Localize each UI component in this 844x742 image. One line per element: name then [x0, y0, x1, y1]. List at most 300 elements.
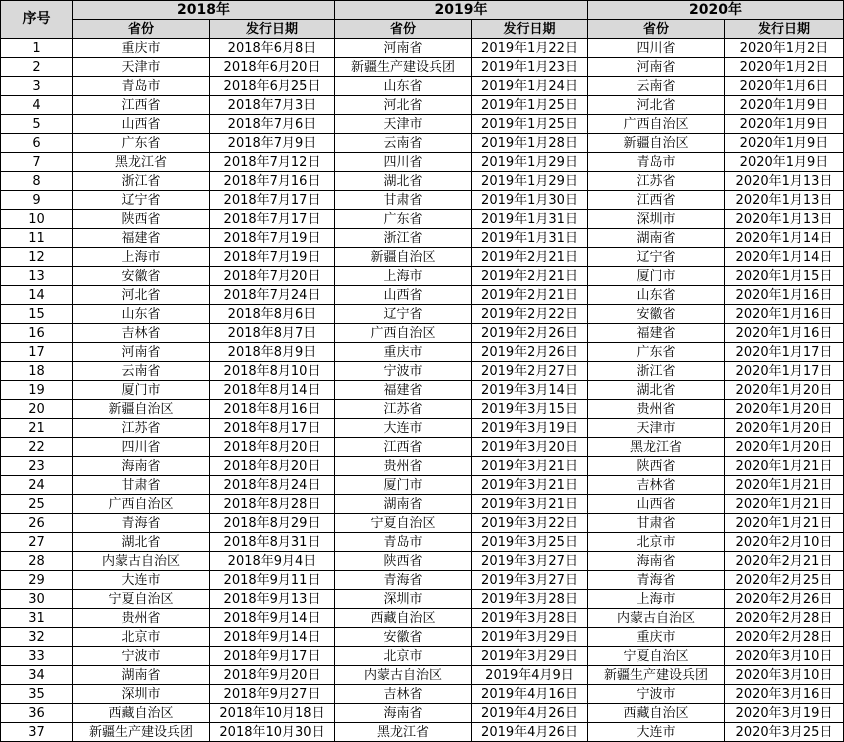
table-row — [1, 362, 844, 381]
cell-seq: 30 — [1, 590, 73, 609]
cell-province-2020: 青海省 — [588, 571, 725, 590]
table-row — [1, 495, 844, 514]
cell-seq: 15 — [1, 305, 73, 324]
cell-seq: 22 — [1, 438, 73, 457]
cell-date-2019: 2019年4月16日 — [472, 685, 588, 704]
cell-date-2018: 2018年8月17日 — [210, 419, 335, 438]
cell-province-2018: 西藏自治区 — [73, 704, 210, 723]
cell-seq: 32 — [1, 628, 73, 647]
cell-date-2019: 2019年2月21日 — [472, 267, 588, 286]
table-row — [1, 324, 844, 343]
table-row — [1, 343, 844, 362]
cell-date-2020: 2020年1月21日 — [725, 495, 844, 514]
cell-province-2019: 内蒙古自治区 — [335, 666, 472, 685]
cell-date-2019: 2019年3月20日 — [472, 438, 588, 457]
cell-date-2019: 2019年2月26日 — [472, 343, 588, 362]
cell-seq: 12 — [1, 248, 73, 267]
cell-date-2020: 2020年1月2日 — [725, 39, 844, 58]
cell-province-2019: 福建省 — [335, 381, 472, 400]
table-body — [1, 39, 844, 742]
cell-date-2018: 2018年7月6日 — [210, 115, 335, 134]
cell-province-2020: 山东省 — [588, 286, 725, 305]
cell-seq: 21 — [1, 419, 73, 438]
cell-seq: 8 — [1, 172, 73, 191]
cell-province-2018: 厦门市 — [73, 381, 210, 400]
cell-province-2020: 天津市 — [588, 419, 725, 438]
cell-seq: 34 — [1, 666, 73, 685]
cell-date-2019: 2019年4月26日 — [472, 704, 588, 723]
cell-date-2020: 2020年2月10日 — [725, 533, 844, 552]
cell-date-2018: 2018年7月12日 — [210, 153, 335, 172]
table-row — [1, 609, 844, 628]
cell-province-2018: 湖北省 — [73, 533, 210, 552]
cell-date-2020: 2020年3月19日 — [725, 704, 844, 723]
cell-province-2020: 云南省 — [588, 77, 725, 96]
cell-date-2020: 2020年1月21日 — [725, 476, 844, 495]
cell-date-2018: 2018年8月29日 — [210, 514, 335, 533]
cell-date-2018: 2018年6月20日 — [210, 58, 335, 77]
cell-date-2018: 2018年7月20日 — [210, 267, 335, 286]
cell-date-2020: 2020年3月16日 — [725, 685, 844, 704]
cell-date-2019: 2019年3月21日 — [472, 457, 588, 476]
cell-date-2020: 2020年3月10日 — [725, 666, 844, 685]
cell-date-2019: 2019年3月21日 — [472, 495, 588, 514]
cell-province-2019: 湖北省 — [335, 172, 472, 191]
cell-date-2020: 2020年1月13日 — [725, 210, 844, 229]
cell-province-2019: 广东省 — [335, 210, 472, 229]
cell-seq: 1 — [1, 39, 73, 58]
table-row — [1, 590, 844, 609]
cell-province-2019: 陕西省 — [335, 552, 472, 571]
cell-province-2020: 福建省 — [588, 324, 725, 343]
table-row — [1, 457, 844, 476]
cell-province-2019: 广西自治区 — [335, 324, 472, 343]
cell-province-2018: 江西省 — [73, 96, 210, 115]
cell-province-2019: 贵州省 — [335, 457, 472, 476]
cell-date-2018: 2018年8月7日 — [210, 324, 335, 343]
cell-date-2019: 2019年3月29日 — [472, 628, 588, 647]
cell-date-2019: 2019年1月25日 — [472, 96, 588, 115]
cell-province-2018: 重庆市 — [73, 39, 210, 58]
cell-date-2020: 2020年2月26日 — [725, 590, 844, 609]
cell-province-2018: 新疆生产建设兵团 — [73, 723, 210, 742]
cell-date-2019: 2019年3月27日 — [472, 552, 588, 571]
cell-seq: 35 — [1, 685, 73, 704]
cell-province-2018: 海南省 — [73, 457, 210, 476]
table-row — [1, 476, 844, 495]
cell-province-2018: 甘肃省 — [73, 476, 210, 495]
cell-date-2019: 2019年1月31日 — [472, 229, 588, 248]
cell-date-2020: 2020年1月17日 — [725, 362, 844, 381]
cell-seq: 2 — [1, 58, 73, 77]
cell-date-2020: 2020年1月20日 — [725, 419, 844, 438]
cell-date-2019: 2019年3月28日 — [472, 609, 588, 628]
cell-seq: 13 — [1, 267, 73, 286]
cell-date-2018: 2018年9月27日 — [210, 685, 335, 704]
cell-province-2019: 宁波市 — [335, 362, 472, 381]
cell-date-2019: 2019年3月25日 — [472, 533, 588, 552]
cell-province-2020: 河北省 — [588, 96, 725, 115]
cell-date-2019: 2019年3月29日 — [472, 647, 588, 666]
cell-province-2020: 内蒙古自治区 — [588, 609, 725, 628]
table-row — [1, 419, 844, 438]
cell-province-2020: 甘肃省 — [588, 514, 725, 533]
header-province-2020: 省份 — [588, 20, 725, 39]
header-year-2020: 2020年 — [588, 1, 844, 20]
cell-province-2020: 贵州省 — [588, 400, 725, 419]
cell-date-2019: 2019年1月28日 — [472, 134, 588, 153]
cell-date-2019: 2019年1月29日 — [472, 172, 588, 191]
cell-province-2020: 上海市 — [588, 590, 725, 609]
cell-date-2020: 2020年1月16日 — [725, 324, 844, 343]
cell-seq: 27 — [1, 533, 73, 552]
cell-province-2018: 青岛市 — [73, 77, 210, 96]
header-seq: 序号 — [1, 1, 73, 39]
cell-province-2019: 吉林省 — [335, 685, 472, 704]
cell-seq: 4 — [1, 96, 73, 115]
cell-seq: 9 — [1, 191, 73, 210]
cell-date-2018: 2018年6月8日 — [210, 39, 335, 58]
cell-date-2018: 2018年8月16日 — [210, 400, 335, 419]
cell-province-2020: 浙江省 — [588, 362, 725, 381]
cell-date-2019: 2019年3月19日 — [472, 419, 588, 438]
cell-province-2018: 黑龙江省 — [73, 153, 210, 172]
cell-date-2018: 2018年7月19日 — [210, 248, 335, 267]
cell-province-2020: 重庆市 — [588, 628, 725, 647]
cell-date-2018: 2018年8月20日 — [210, 438, 335, 457]
cell-seq: 23 — [1, 457, 73, 476]
cell-seq: 33 — [1, 647, 73, 666]
cell-seq: 6 — [1, 134, 73, 153]
table-row — [1, 248, 844, 267]
cell-seq: 20 — [1, 400, 73, 419]
cell-date-2020: 2020年1月13日 — [725, 172, 844, 191]
cell-date-2018: 2018年8月10日 — [210, 362, 335, 381]
table-row — [1, 172, 844, 191]
cell-seq: 36 — [1, 704, 73, 723]
header-date-2018: 发行日期 — [210, 20, 335, 39]
cell-seq: 5 — [1, 115, 73, 134]
table-row — [1, 571, 844, 590]
cell-province-2019: 北京市 — [335, 647, 472, 666]
cell-province-2018: 内蒙古自治区 — [73, 552, 210, 571]
cell-date-2018: 2018年10月18日 — [210, 704, 335, 723]
cell-date-2019: 2019年2月21日 — [472, 248, 588, 267]
cell-province-2018: 江苏省 — [73, 419, 210, 438]
cell-date-2019: 2019年1月25日 — [472, 115, 588, 134]
cell-province-2019: 辽宁省 — [335, 305, 472, 324]
cell-date-2018: 2018年7月16日 — [210, 172, 335, 191]
cell-province-2020: 吉林省 — [588, 476, 725, 495]
cell-province-2019: 天津市 — [335, 115, 472, 134]
cell-province-2019: 厦门市 — [335, 476, 472, 495]
cell-province-2020: 江西省 — [588, 191, 725, 210]
cell-date-2019: 2019年3月15日 — [472, 400, 588, 419]
cell-date-2018: 2018年7月17日 — [210, 191, 335, 210]
cell-date-2019: 2019年1月24日 — [472, 77, 588, 96]
cell-date-2019: 2019年1月23日 — [472, 58, 588, 77]
cell-date-2020: 2020年1月13日 — [725, 191, 844, 210]
cell-date-2018: 2018年9月20日 — [210, 666, 335, 685]
cell-date-2018: 2018年8月14日 — [210, 381, 335, 400]
cell-seq: 18 — [1, 362, 73, 381]
cell-province-2018: 宁夏自治区 — [73, 590, 210, 609]
cell-province-2018: 云南省 — [73, 362, 210, 381]
cell-date-2018: 2018年9月17日 — [210, 647, 335, 666]
cell-province-2020: 新疆自治区 — [588, 134, 725, 153]
cell-date-2020: 2020年2月25日 — [725, 571, 844, 590]
cell-date-2020: 2020年1月20日 — [725, 400, 844, 419]
cell-province-2020: 江苏省 — [588, 172, 725, 191]
cell-seq: 29 — [1, 571, 73, 590]
table-row — [1, 685, 844, 704]
cell-date-2019: 2019年3月27日 — [472, 571, 588, 590]
cell-province-2019: 山西省 — [335, 286, 472, 305]
cell-province-2018: 四川省 — [73, 438, 210, 457]
cell-date-2020: 2020年3月25日 — [725, 723, 844, 742]
cell-date-2020: 2020年1月16日 — [725, 286, 844, 305]
table-row — [1, 666, 844, 685]
cell-province-2020: 安徽省 — [588, 305, 725, 324]
cell-province-2018: 宁波市 — [73, 647, 210, 666]
table-row — [1, 552, 844, 571]
cell-date-2018: 2018年9月14日 — [210, 628, 335, 647]
cell-province-2019: 河北省 — [335, 96, 472, 115]
cell-province-2020: 大连市 — [588, 723, 725, 742]
table-row — [1, 514, 844, 533]
cell-province-2019: 四川省 — [335, 153, 472, 172]
cell-province-2018: 上海市 — [73, 248, 210, 267]
cell-seq: 16 — [1, 324, 73, 343]
cell-date-2020: 2020年1月20日 — [725, 381, 844, 400]
table-row — [1, 134, 844, 153]
cell-date-2020: 2020年1月9日 — [725, 153, 844, 172]
cell-province-2019: 黑龙江省 — [335, 723, 472, 742]
cell-date-2018: 2018年8月6日 — [210, 305, 335, 324]
cell-seq: 17 — [1, 343, 73, 362]
cell-date-2019: 2019年2月21日 — [472, 286, 588, 305]
header-date-2019: 发行日期 — [472, 20, 588, 39]
cell-date-2020: 2020年1月9日 — [725, 115, 844, 134]
cell-date-2020: 2020年1月21日 — [725, 457, 844, 476]
cell-province-2019: 宁夏自治区 — [335, 514, 472, 533]
cell-date-2018: 2018年9月4日 — [210, 552, 335, 571]
cell-province-2020: 河南省 — [588, 58, 725, 77]
cell-date-2020: 2020年1月14日 — [725, 229, 844, 248]
cell-province-2018: 贵州省 — [73, 609, 210, 628]
cell-seq: 37 — [1, 723, 73, 742]
cell-date-2020: 2020年1月2日 — [725, 58, 844, 77]
cell-province-2018: 新疆自治区 — [73, 400, 210, 419]
cell-date-2018: 2018年8月24日 — [210, 476, 335, 495]
cell-province-2019: 海南省 — [335, 704, 472, 723]
cell-province-2018: 湖南省 — [73, 666, 210, 685]
cell-province-2019: 深圳市 — [335, 590, 472, 609]
cell-date-2020: 2020年2月28日 — [725, 628, 844, 647]
cell-date-2018: 2018年9月11日 — [210, 571, 335, 590]
cell-province-2020: 黑龙江省 — [588, 438, 725, 457]
cell-province-2018: 山西省 — [73, 115, 210, 134]
cell-province-2020: 青岛市 — [588, 153, 725, 172]
cell-province-2018: 北京市 — [73, 628, 210, 647]
cell-date-2018: 2018年9月14日 — [210, 609, 335, 628]
cell-province-2019: 青海省 — [335, 571, 472, 590]
cell-province-2019: 江西省 — [335, 438, 472, 457]
cell-province-2020: 湖北省 — [588, 381, 725, 400]
cell-province-2020: 宁夏自治区 — [588, 647, 725, 666]
cell-date-2019: 2019年4月26日 — [472, 723, 588, 742]
cell-date-2018: 2018年10月30日 — [210, 723, 335, 742]
table-row — [1, 381, 844, 400]
cell-province-2019: 安徽省 — [335, 628, 472, 647]
cell-province-2019: 西藏自治区 — [335, 609, 472, 628]
cell-province-2019: 上海市 — [335, 267, 472, 286]
cell-province-2019: 甘肃省 — [335, 191, 472, 210]
table-row — [1, 286, 844, 305]
table-row — [1, 210, 844, 229]
cell-date-2020: 2020年1月15日 — [725, 267, 844, 286]
cell-province-2020: 宁波市 — [588, 685, 725, 704]
cell-province-2020: 辽宁省 — [588, 248, 725, 267]
table-row — [1, 647, 844, 666]
table-row — [1, 115, 844, 134]
cell-province-2020: 四川省 — [588, 39, 725, 58]
cell-seq: 11 — [1, 229, 73, 248]
table-row — [1, 229, 844, 248]
cell-date-2018: 2018年7月24日 — [210, 286, 335, 305]
cell-seq: 14 — [1, 286, 73, 305]
cell-date-2018: 2018年8月9日 — [210, 343, 335, 362]
cell-date-2020: 2020年1月9日 — [725, 96, 844, 115]
cell-province-2018: 吉林省 — [73, 324, 210, 343]
cell-province-2018: 福建省 — [73, 229, 210, 248]
cell-province-2020: 新疆生产建设兵团 — [588, 666, 725, 685]
cell-province-2018: 天津市 — [73, 58, 210, 77]
cell-province-2018: 广西自治区 — [73, 495, 210, 514]
cell-province-2019: 湖南省 — [335, 495, 472, 514]
header-year-2018: 2018年 — [73, 1, 335, 20]
cell-date-2020: 2020年2月28日 — [725, 609, 844, 628]
header-province-2019: 省份 — [335, 20, 472, 39]
cell-province-2020: 深圳市 — [588, 210, 725, 229]
cell-date-2019: 2019年4月9日 — [472, 666, 588, 685]
cell-province-2018: 广东省 — [73, 134, 210, 153]
cell-seq: 3 — [1, 77, 73, 96]
cell-date-2019: 2019年3月28日 — [472, 590, 588, 609]
cell-date-2020: 2020年1月21日 — [725, 514, 844, 533]
cell-province-2019: 青岛市 — [335, 533, 472, 552]
table-row — [1, 305, 844, 324]
cell-date-2018: 2018年8月20日 — [210, 457, 335, 476]
table-row — [1, 704, 844, 723]
cell-province-2020: 北京市 — [588, 533, 725, 552]
table-row — [1, 533, 844, 552]
cell-seq: 19 — [1, 381, 73, 400]
cell-date-2018: 2018年9月13日 — [210, 590, 335, 609]
cell-province-2019: 浙江省 — [335, 229, 472, 248]
cell-date-2020: 2020年2月21日 — [725, 552, 844, 571]
cell-province-2019: 山东省 — [335, 77, 472, 96]
cell-date-2020: 2020年1月17日 — [725, 343, 844, 362]
cell-province-2018: 陕西省 — [73, 210, 210, 229]
cell-date-2019: 2019年2月26日 — [472, 324, 588, 343]
cell-date-2019: 2019年2月22日 — [472, 305, 588, 324]
table-row — [1, 438, 844, 457]
table-row — [1, 723, 844, 742]
cell-province-2019: 河南省 — [335, 39, 472, 58]
cell-province-2020: 山西省 — [588, 495, 725, 514]
cell-date-2019: 2019年1月31日 — [472, 210, 588, 229]
table-row — [1, 628, 844, 647]
cell-province-2020: 陕西省 — [588, 457, 725, 476]
table-row — [1, 267, 844, 286]
cell-seq: 25 — [1, 495, 73, 514]
cell-province-2019: 江苏省 — [335, 400, 472, 419]
cell-seq: 28 — [1, 552, 73, 571]
cell-date-2018: 2018年7月17日 — [210, 210, 335, 229]
cell-province-2018: 深圳市 — [73, 685, 210, 704]
cell-province-2018: 大连市 — [73, 571, 210, 590]
cell-province-2020: 广西自治区 — [588, 115, 725, 134]
cell-seq: 24 — [1, 476, 73, 495]
cell-date-2020: 2020年1月20日 — [725, 438, 844, 457]
cell-province-2018: 山东省 — [73, 305, 210, 324]
cell-province-2019: 云南省 — [335, 134, 472, 153]
cell-date-2018: 2018年8月28日 — [210, 495, 335, 514]
cell-seq: 10 — [1, 210, 73, 229]
cell-seq: 26 — [1, 514, 73, 533]
table-row — [1, 39, 844, 58]
cell-date-2020: 2020年1月16日 — [725, 305, 844, 324]
cell-province-2019: 新疆自治区 — [335, 248, 472, 267]
cell-date-2019: 2019年1月29日 — [472, 153, 588, 172]
cell-province-2018: 河南省 — [73, 343, 210, 362]
cell-date-2020: 2020年1月6日 — [725, 77, 844, 96]
cell-province-2020: 湖南省 — [588, 229, 725, 248]
cell-province-2020: 西藏自治区 — [588, 704, 725, 723]
cell-date-2020: 2020年1月14日 — [725, 248, 844, 267]
header-province-2018: 省份 — [73, 20, 210, 39]
table-row — [1, 96, 844, 115]
cell-province-2018: 浙江省 — [73, 172, 210, 191]
cell-date-2019: 2019年1月22日 — [472, 39, 588, 58]
cell-province-2019: 大连市 — [335, 419, 472, 438]
cell-date-2019: 2019年3月22日 — [472, 514, 588, 533]
cell-province-2018: 青海省 — [73, 514, 210, 533]
cell-date-2019: 2019年1月30日 — [472, 191, 588, 210]
table-row — [1, 153, 844, 172]
header-date-2020: 发行日期 — [725, 20, 844, 39]
table-row — [1, 191, 844, 210]
cell-province-2018: 安徽省 — [73, 267, 210, 286]
cell-province-2020: 厦门市 — [588, 267, 725, 286]
cell-date-2020: 2020年3月10日 — [725, 647, 844, 666]
cell-date-2019: 2019年2月27日 — [472, 362, 588, 381]
cell-date-2018: 2018年7月19日 — [210, 229, 335, 248]
cell-date-2019: 2019年3月21日 — [472, 476, 588, 495]
cell-province-2018: 河北省 — [73, 286, 210, 305]
cell-province-2020: 广东省 — [588, 343, 725, 362]
header-year-2019: 2019年 — [335, 1, 588, 20]
cell-date-2018: 2018年8月31日 — [210, 533, 335, 552]
cell-province-2019: 重庆市 — [335, 343, 472, 362]
cell-date-2018: 2018年7月9日 — [210, 134, 335, 153]
cell-province-2020: 海南省 — [588, 552, 725, 571]
cell-date-2018: 2018年7月3日 — [210, 96, 335, 115]
cell-province-2019: 新疆生产建设兵团 — [335, 58, 472, 77]
cell-seq: 7 — [1, 153, 73, 172]
table-row — [1, 400, 844, 419]
